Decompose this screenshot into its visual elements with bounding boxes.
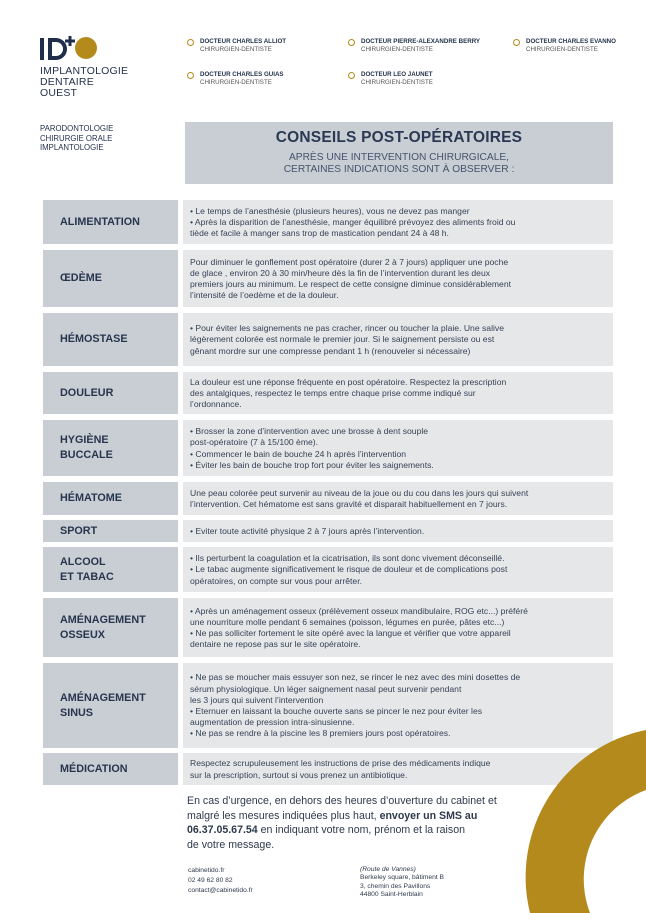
- website-link[interactable]: cabinetido.fr: [188, 867, 225, 874]
- row-label-amenagement-osseux: AMÉNAGEMENT OSSEUX: [43, 598, 178, 657]
- doctor-entry: DOCTEUR LEO JAUNET CHIRURGIEN-DENTISTE: [361, 71, 433, 87]
- header-box: [185, 122, 613, 184]
- address-block: (Route de Vannes) Berkeley square, bâtiment B 3, chemin des Pavillons 44800 Saint-Herblain: [360, 866, 445, 898]
- row-text-hemostase: • Pour éviter les saignements ne pas cracher, rincer ou toucher la plaie. Une salive légèrement colorée est normale le premier jour. Si le saignement persiste ou est gênant mordre sur une compresse pendant 1 h (renouveler si nécessaire): [183, 313, 613, 366]
- row-label-amenagement-sinus: AMÉNAGEMENT SINUS: [43, 663, 178, 748]
- circle-icon: [348, 39, 355, 46]
- row-text-hematome: Une peau colorée peut survenir au niveau de la joue ou du cou dans les jours qui suivent l’intervention. Cet hématome est sans gravité et disparait habituellement en 7 jours.: [183, 482, 613, 515]
- page-title: CONSEILS POST-OPÉRATOIRES: [275, 129, 523, 146]
- row-text-hygiene-buccale: • Brosser la zone d’intervention avec une brosse à dent souple post-opératoire (7 à 15/100 ème). • Commencer le bain de bouche 24 h après l’intervention • Éviter les bain de bouche trop fort pour éviter les saignements.: [183, 420, 613, 476]
- row-text-oedeme: Pour diminuer le gonflement post opératoire (durer 2 à 7 jours) appliquer une poche de glace , environ 20 à 30 min/heure dès la fin de l’intervention durant les deux premiers jours au minimum. Le respect de cette consigne diminue considérablement l’intensité de l’oedème et de la douleur.: [183, 250, 613, 307]
- row-label-oedeme: ŒDÈME: [43, 250, 178, 307]
- email-link[interactable]: contact@cabinetido.fr: [188, 887, 253, 894]
- brand-line: OUEST: [40, 87, 78, 99]
- row-label-alcool-tabac: ALCOOL ET TABAC: [43, 547, 178, 592]
- row-label-medication: MÉDICATION: [43, 753, 178, 785]
- row-label-hygiene-buccale: HYGIÈNE BUCCALE: [43, 420, 178, 476]
- row-text-alcool-tabac: • Ils perturbent la coagulation et la cicatrisation, ils sont donc vivement déconseillé. • Le tabac augmente significativement le risque de douleur et de complications post opératoires, on compte sur vous pour arrêter.: [183, 547, 613, 592]
- row-text-medication: Respectez scrupuleusement les instructions de prise des médicaments indique sur la prescription, surtout si vous prenez un antibiotique.: [183, 753, 613, 785]
- doctor-entry: DOCTEUR CHARLES GUIAS CHIRURGIEN-DENTISTE: [200, 71, 284, 87]
- page-subtitle: APRÈS UNE INTERVENTION CHIRURGICALE, CERTAINES INDICATIONS SONT À OBSERVER :: [283, 152, 515, 175]
- circle-icon: [187, 39, 194, 46]
- row-label-hematome: HÉMATOME: [43, 482, 178, 515]
- circle-icon: [187, 72, 194, 79]
- circle-icon: [513, 39, 520, 46]
- urgent-notice: En cas d’urgence, en dehors des heures d’ouverture du cabinet et malgré les mesures indiquées plus haut, envoyer un SMS au 06.37.05.67.54 en indiquant votre nom, prénom et la raison de votre message.: [187, 795, 497, 851]
- emergency-phone: 06.37.05.67.54: [187, 824, 258, 836]
- doctor-entry: DOCTEUR CHARLES EVANNO CHIRURGIEN-DENTISTE: [526, 38, 616, 54]
- ido-logo: [40, 34, 100, 64]
- row-label-hemostase: HÉMOSTASE: [43, 313, 178, 366]
- specialities-list: PARODONTOLOGIE CHIRURGIE ORALE IMPLANTOLOGIE: [40, 124, 114, 152]
- phone-number: 02 49 62 80 82: [188, 877, 233, 884]
- row-label-alimentation: ALIMENTATION: [43, 200, 178, 244]
- brand-line: DENTAIRE: [40, 76, 94, 88]
- row-text-amenagement-osseux: • Après un aménagement osseux (prélèvement osseux mandibulaire, ROG etc...) préféré une nourriture molle pendant 6 semaines (poisson, légumes en purée, pâtes etc...) • Ne pas solliciter fortement le site opéré avec la langue et vérifier que votre appareil dentaire ne repose pas sur le site opératoire.: [183, 598, 613, 657]
- doctor-entry: DOCTEUR CHARLES ALLIOT CHIRURGIEN-DENTISTE: [200, 38, 286, 54]
- row-label-sport: SPORT: [43, 520, 178, 542]
- doctor-entry: DOCTEUR PIERRE-ALEXANDRE BERRY CHIRURGIEN-DENTISTE: [361, 38, 480, 54]
- brand-name: [40, 66, 128, 99]
- brand-line: IMPLANTOLOGIE: [40, 65, 129, 77]
- row-text-douleur: La douleur est une réponse fréquente en post opératoire. Respectez la prescription des antalgiques, respectez le temps entre chaque prise comme indiqué sur l’ordonnance.: [183, 372, 613, 414]
- row-label-douleur: DOULEUR: [43, 372, 178, 414]
- row-text-sport: • Eviter toute activité physique 2 à 7 jours après l’intervention.: [183, 520, 613, 542]
- row-text-amenagement-sinus: • Ne pas se moucher mais essuyer son nez, se rincer le nez avec des mini dosettes de sérum physiologique. Un léger saignement nasal peut survenir pendant les 3 jours qui suivent l’intervention • Eternuer en laissant la bouche ouverte sans se pincer le nez pour éviter les augmentation de pression intra-sinusienne. • Ne pas se rendre à la piscine les 8 premiers jours post opératoires.: [183, 663, 613, 748]
- contact-block: [188, 866, 253, 896]
- circle-icon: [348, 72, 355, 79]
- row-text-alimentation: • Le temps de l’anesthésie (plusieurs heures), vous ne devez pas manger • Après la disparition de l’anesthésie, manger équilibré prévoyez des aliments froid ou tiède et facile à manger sans trop de mastication pendant 24 à 48 h.: [183, 200, 613, 244]
